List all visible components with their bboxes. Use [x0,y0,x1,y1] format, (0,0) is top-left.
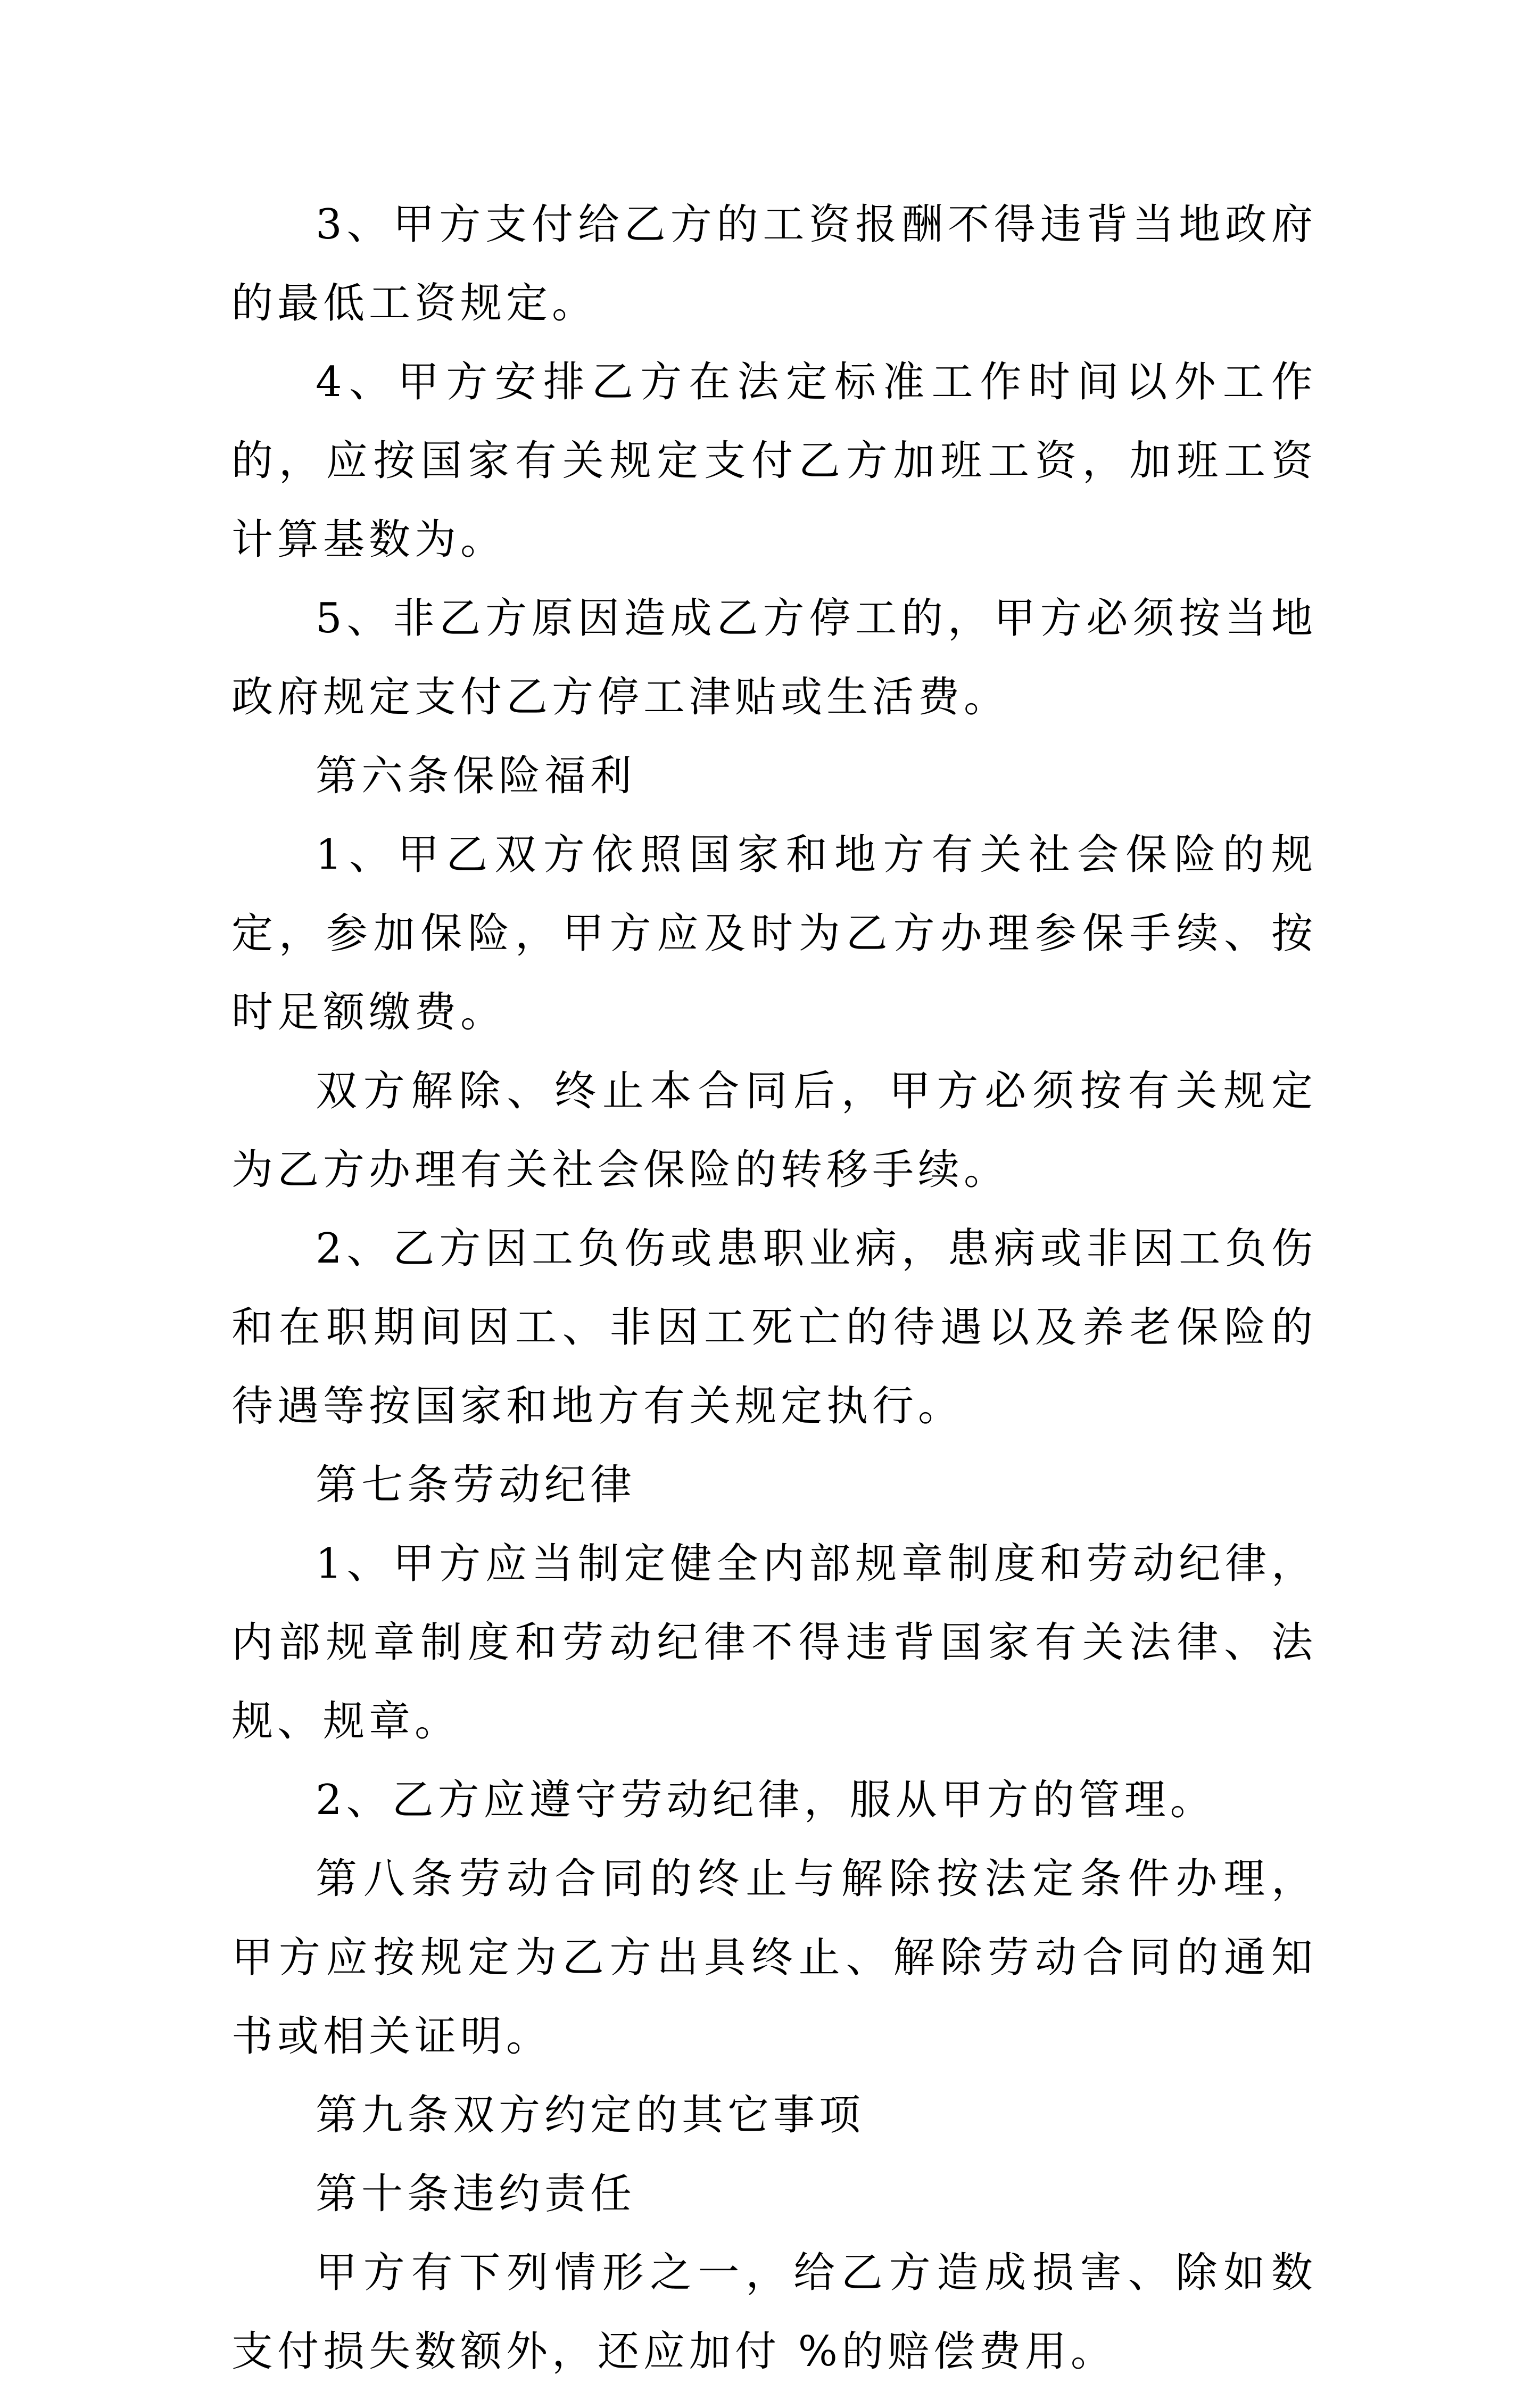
heading-article-7: 第七条劳动纪律 [316,1461,636,1509]
paragraph-clause-5-item-4: 4、甲方安排乙方在法定标准工作时间以外工作的，应按国家有关规定支付乙方加班工资，加班工资计算基数为。 [231,358,1317,564]
paragraph-clause-5-item-3: 3、甲方支付给乙方的工资报酬不得违背当地政府的最低工资规定。 [231,201,1317,327]
heading-article-6: 第六条保险福利 [316,752,636,800]
paragraph-clause-7-item-2: 2、乙方应遵守劳动纪律，服从甲方的管理。 [316,1776,1216,1824]
paragraph-article-8: 第八条劳动合同的终止与解除按法定条件办理，甲方应按规定为乙方出具终止、解除劳动合同的通知书或相关证明。 [231,1855,1317,2060]
paragraph-clause-6-item-1: 1、甲乙双方依照国家和地方有关社会保险的规定，参加保险，甲方应及时为乙方办理参保手续、按时足额缴费。 [231,831,1317,1036]
paragraph-clause-5-item-5: 5、非乙方原因造成乙方停工的，甲方必须按当地政府规定支付乙方停工津贴或生活费。 [231,595,1317,721]
heading-article-10: 第十条违约责任 [316,2170,636,2218]
document-body [231,185,1317,2391]
paragraph-clause-6-item-2: 2、乙方因工负伤或患职业病，患病或非因工负伤和在职期间因工、非因工死亡的待遇以及养老保险的待遇等按国家和地方有关规定执行。 [231,1225,1317,1430]
paragraph-clause-6-item-1-continued: 双方解除、终止本合同后，甲方必须按有关规定为乙方办理有关社会保险的转移手续。 [231,1067,1317,1194]
heading-article-9: 第九条双方约定的其它事项 [316,2091,865,2139]
paragraph-clause-10-intro: 甲方有下列情形之一，给乙方造成损害、除如数支付损失数额外，还应加付 %的赔偿费用。 [231,2249,1317,2376]
paragraph-clause-7-item-1: 1、甲方应当制定健全内部规章制度和劳动纪律，内部规章制度和劳动纪律不得违背国家有关法律、法规、规章。 [231,1540,1317,1745]
